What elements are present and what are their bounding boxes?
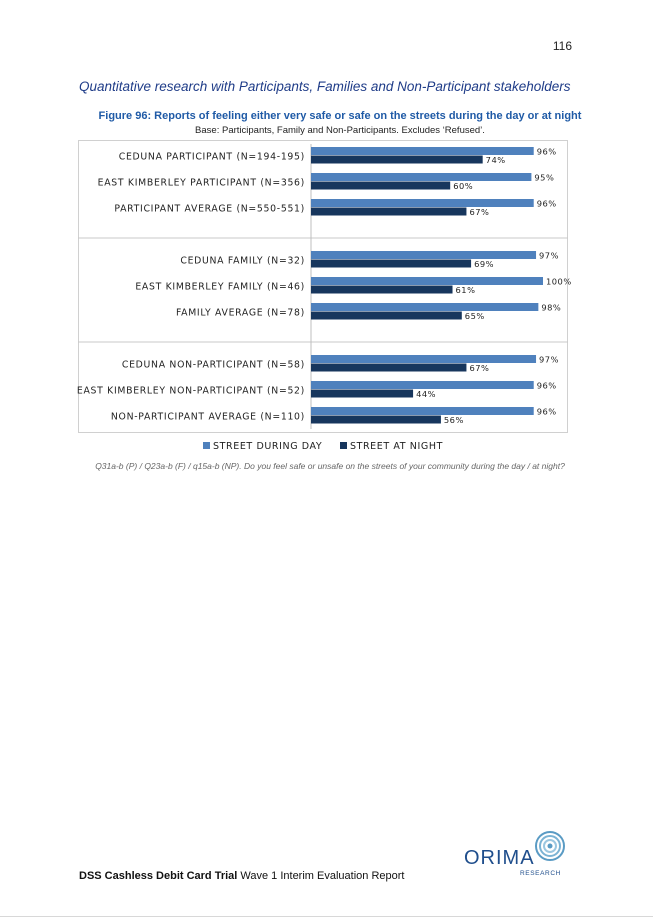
figure-caption: Q31a-b (P) / Q23a-b (F) / q15a-b (NP). Do you feel safe or unsafe on the streets of your community during the day / at night? (95, 461, 565, 471)
bar-chart-svg (76, 140, 572, 433)
bar-night (311, 364, 466, 372)
logo-rings-icon (536, 832, 564, 860)
category-label: FAMILY AVERAGE (N=78) (175, 307, 305, 319)
page-number: 116 (552, 39, 572, 53)
data-label-night: 56% (443, 415, 464, 425)
data-label-day: 96% (536, 380, 557, 391)
bar-night (311, 390, 413, 398)
data-label-night: 69% (474, 259, 495, 269)
data-label-night: 65% (464, 311, 485, 321)
data-label-day: 96% (536, 406, 557, 417)
bar-night (311, 156, 483, 164)
footer-report-name: DSS Cashless Debit Card Trial (79, 870, 238, 882)
legend-swatch-night (340, 442, 347, 449)
legend-label-night: STREET AT NIGHT (349, 441, 444, 452)
bar-day (311, 173, 531, 181)
data-label-night: 61% (455, 285, 476, 295)
category-label: CEDUNA FAMILY (N=32) (180, 255, 305, 267)
legend-item-night (340, 441, 443, 452)
page-bottom-rule (0, 916, 653, 917)
bar-day (311, 199, 534, 207)
bar-day (311, 147, 534, 155)
data-label-night: 60% (453, 181, 474, 191)
category-label: PARTICIPANT AVERAGE (N=550-551) (114, 203, 305, 215)
legend-swatch-day (203, 442, 210, 449)
bar-day (311, 355, 536, 363)
footer-report-rest: Wave 1 Interim Evaluation Report (237, 870, 405, 882)
bar-chart (76, 140, 572, 433)
data-label-night: 44% (416, 389, 437, 399)
data-label-night: 74% (485, 155, 506, 165)
category-label: CEDUNA PARTICIPANT (N=194-195) (118, 151, 305, 163)
logo-subtext: RESEARCH (520, 870, 561, 877)
data-label-day: 96% (536, 146, 557, 157)
data-label-day: 98% (541, 302, 562, 313)
category-label: NON-PARTICIPANT AVERAGE (N=110) (110, 411, 305, 423)
bar-night (311, 260, 471, 268)
figure-base: Base: Participants, Family and Non-Participants. Excludes ‘Refused’. (195, 125, 485, 136)
bar-day (311, 407, 534, 415)
legend-item-day (203, 441, 322, 452)
orima-logo (462, 826, 572, 878)
bar-night (311, 286, 453, 294)
data-label-night: 67% (469, 363, 490, 373)
bar-night (311, 416, 441, 424)
orima-logo-graphic (462, 826, 572, 878)
bar-night (311, 312, 462, 320)
bar-night (311, 182, 450, 190)
category-label: EAST KIMBERLEY PARTICIPANT (N=356) (97, 177, 305, 189)
legend-label-day: STREET DURING DAY (212, 441, 323, 452)
section-heading: Quantitative research with Participants, Families and Non-Participant stakeholders (79, 79, 571, 94)
page-footer (79, 870, 404, 882)
data-label-night: 67% (469, 207, 490, 217)
figure-title: Figure 96: Reports of feeling either very safe or safe on the streets during the day or at night (98, 110, 582, 122)
bar-day (311, 277, 543, 285)
bar-day (311, 251, 536, 259)
bar-day (311, 381, 534, 389)
bar-night (311, 208, 466, 216)
data-label-day: 100% (546, 276, 572, 287)
bar-day (311, 303, 538, 311)
category-label: EAST KIMBERLEY NON-PARTICIPANT (N=52) (76, 385, 305, 397)
logo-wordmark: ORIMA (464, 847, 535, 869)
data-label-day: 97% (539, 250, 559, 261)
data-label-day: 96% (536, 198, 557, 209)
data-label-day: 97% (539, 354, 559, 365)
chart-legend (78, 441, 568, 452)
category-label: CEDUNA NON-PARTICIPANT (N=58) (121, 359, 305, 371)
data-label-day: 95% (534, 172, 555, 183)
category-label: EAST KIMBERLEY FAMILY (N=46) (135, 281, 305, 293)
